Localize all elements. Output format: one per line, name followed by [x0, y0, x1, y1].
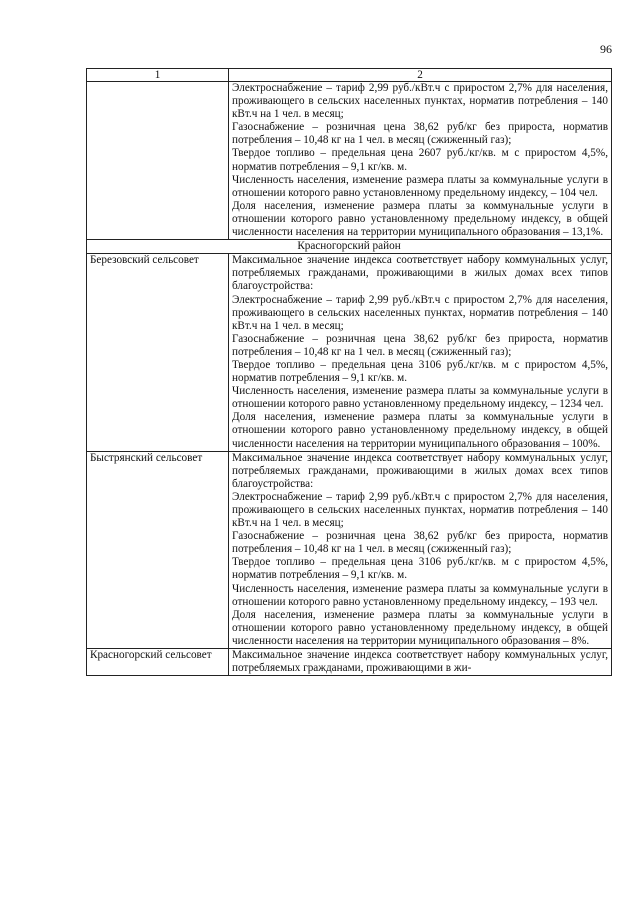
paragraph: Электроснабжение – тариф 2,99 руб./кВт.ч с приростом 2,7% для населения, проживающего в сельских населенных пунктах, норматив потребления – 140 кВт.ч на 1 чел. в месяц;	[232, 82, 608, 121]
row-text	[229, 649, 612, 676]
paragraph: Доля населения, изменение размера платы за коммунальные услуги в отношении которого равно установленному предельному индексу, в общей численности населения на территории муниципального образования – 100%.	[232, 411, 608, 450]
table-row	[87, 649, 612, 676]
paragraph: Доля населения, изменение размера платы за коммунальные услуги в отношении которого равно установленному предельному индексу, в общей численности населения на территории муниципального образования – 13,1%.	[232, 199, 608, 239]
row-name: Быстрянский сельсовет	[87, 451, 229, 648]
table-row-continuation	[87, 82, 612, 240]
paragraph: Электроснабжение – тариф 2,99 руб./кВт.ч с приростом 2,7% для населения, проживающего в сельских населенных пунктах, норматив потребления – 140 кВт.ч на 1 чел. в месяц;	[232, 490, 608, 530]
paragraph: Численность населения, изменение размера платы за коммунальные услуги в отношении которого равно установленному предельному индексу, – 1234 чел.	[232, 385, 608, 411]
table-row	[87, 451, 612, 648]
paragraph: Численность населения, изменение размера платы за коммунальные услуги в отношении которого равно установленному предельному индексу, – 193 чел.	[232, 582, 608, 608]
row-text	[229, 82, 612, 240]
table-row	[87, 254, 612, 451]
table-header-row	[87, 69, 612, 82]
paragraph: Численность населения, изменение размера платы за коммунальные услуги в отношении которого равно установленному предельному индексу, – 104 чел.	[232, 173, 608, 199]
paragraph: Твердое топливо – предельная цена 3106 руб./кг/кв. м с приростом 4,5%, норматив потребления – 9,1 кг/кв. м.	[232, 358, 608, 385]
paragraph: Газоснабжение – розничная цена 38,62 руб/кг без прироста, норматив потребления – 10,48 кг на 1 чел. в месяц (сжиженный газ);	[232, 530, 608, 556]
row-text	[229, 451, 612, 648]
paragraph: Максимальное значение индекса соответствует набору коммунальных услуг, потребляемых гражданами, проживающими в жи-	[232, 649, 608, 675]
section-row	[87, 240, 612, 254]
header-col-2: 2	[229, 69, 612, 82]
paragraph: Максимальное значение индекса соответствует набору коммунальных услуг, потребляемых гражданами, проживающими в жилых домах всех типов благоустройства:	[232, 451, 608, 490]
paragraph: Твердое топливо – предельная цена 2607 руб./кг/кв. м с приростом 4,5%, норматив потребления – 9,1 кг/кв. м.	[232, 147, 608, 173]
row-text	[229, 254, 612, 451]
paragraph: Доля населения, изменение размера платы за коммунальные услуги в отношении которого равно установленному предельному индексу, в общей численности населения на территории муниципального образования – 8%.	[232, 608, 608, 647]
row-name: Березовский сельсовет	[87, 254, 229, 451]
row-name: Красногорский сельсовет	[87, 649, 229, 676]
section-title: Красногорский район	[87, 240, 612, 254]
paragraph: Электроснабжение – тариф 2,99 руб./кВт.ч с приростом 2,7% для населения, проживающего в сельских населенных пунктах, норматив потребления – 140 кВт.ч на 1 чел. в месяц;	[232, 293, 608, 332]
header-col-1: 1	[87, 69, 229, 82]
paragraph: Твердое топливо – предельная цена 3106 руб./кг/кв. м с приростом 4,5%, норматив потребления – 9,1 кг/кв. м.	[232, 556, 608, 582]
paragraph: Газоснабжение – розничная цена 38,62 руб/кг без прироста, норматив потребления – 10,48 кг на 1 чел. в месяц (сжиженный газ);	[232, 121, 608, 147]
paragraph: Максимальное значение индекса соответствует набору коммунальных услуг, потребляемых гражданами, проживающими в жилых домах всех типов благоустройства:	[232, 254, 608, 293]
row-name-empty	[87, 82, 229, 240]
page-number: 96	[600, 42, 612, 56]
paragraph: Газоснабжение – розничная цена 38,62 руб/кг без прироста, норматив потребления – 10,48 кг на 1 чел. в месяц (сжиженный газ);	[232, 332, 608, 358]
tariff-table	[86, 68, 612, 676]
